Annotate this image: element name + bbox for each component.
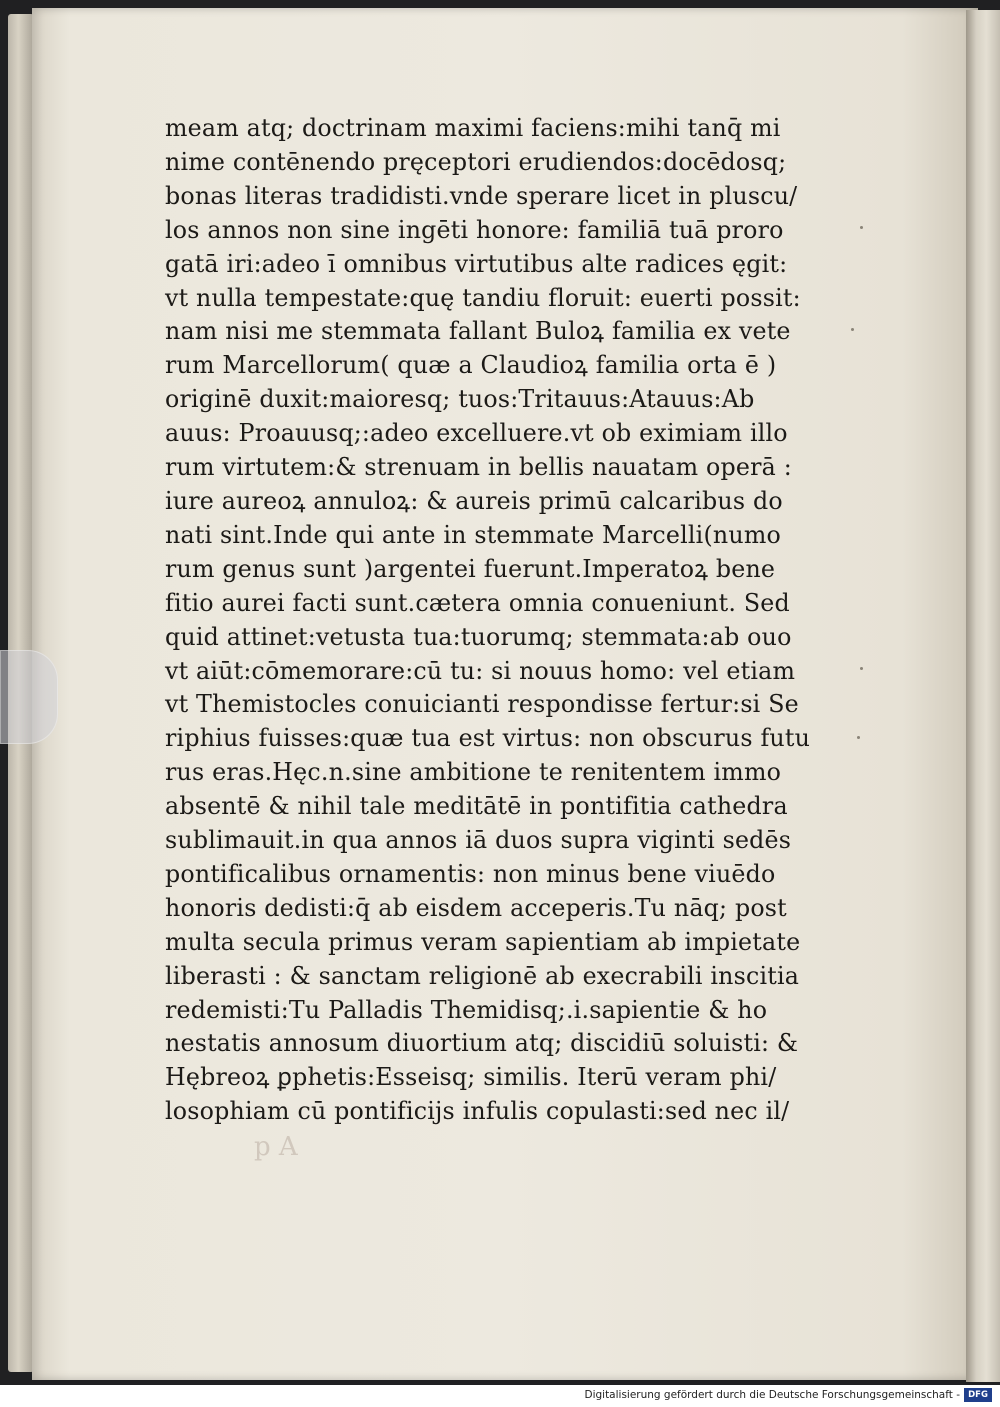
text-line: rum Marcellorum( quæ a Claudioꝝ familia orta ē ) [165,351,777,380]
text-line: losophiam cū pontificijs infulis copulasti:sed nec il/ [165,1097,790,1126]
margin-dot [857,736,860,739]
text-line: vt aiūt:cōmemorare:cū tu: si nouus homo: vel etiam [165,656,796,685]
text-line: absentē & nihil tale meditātē in pontifitia cathedra [165,792,788,821]
faint-ink-mark: p A [254,1132,298,1162]
text-line: fitio aurei facti sunt.cætera omnia conueniunt. Sed [165,588,790,617]
footer-bar [0,1385,1000,1407]
text-line: sublimauit.in qua annos iā duos supra viginti sedēs [165,826,792,855]
funding-credit: Digitalisierung gefördert durch die Deutsche Forschungsgemeinschaft - [584,1389,960,1401]
text-line: pontificalibus ornamentis: non minus bene viuēdo [165,859,776,888]
text-line: rum genus sunt )argentei fuerunt.Imperatoꝝ bene [165,554,776,583]
text-line: liberasti : & sanctam religionē ab execrabili inscitia [165,961,800,990]
page-clip [0,650,58,744]
text-line: vt Themistocles conuicianti respondisse fertur:si Se [165,690,799,719]
text-line: los annos non sine ingēti honore: familiā tuā proro [165,215,784,244]
margin-dot [860,667,863,670]
text-line: redemisti:Tu Palladis Themidisq;.i.sapientie & ho [165,995,768,1024]
text-line: vt nulla tempestate:quę tandiu floruit: euerti possit: [165,283,801,312]
margin-dot [860,226,863,229]
text-line: rum virtutem:& strenuam in bellis nauatam operā : [165,453,792,482]
dfg-logo: DFG [964,1388,992,1402]
text-line: originē duxit:maioresq; tuos:Tritauus:Atauus:Ab [165,385,755,414]
text-line: iure aureoꝝ annuloꝝ: & aureis primū calcaribus do [165,486,783,515]
text-line: honoris dedisti:q̄ ab eisdem acceperis.Tu nāq; post [165,893,787,922]
text-line: nam nisi me stemmata fallant Buloꝝ familia ex vete [165,317,791,346]
text-line: rus eras.Hęc.n.sine ambitione te renitentem immo [165,758,782,787]
text-line: auus: Proauusq;:adeo excelluere.vt ob eximiam illo [165,419,788,448]
text-line: gatā iri:adeo ī omnibus virtutibus alte radices ęgit: [165,249,788,278]
text-line: riphius fuisses:quæ tua est virtus: non obscurus futu [165,724,811,753]
margin-dot [851,328,854,331]
text-line: bonas literas tradidisti.vnde sperare licet in pluscu/ [165,181,798,210]
text-line: nestatis annosum diuortium atq; discidiū soluisti: & [165,1029,799,1058]
text-line: nime contēnendo pręceptori erudiendos:docēdosq; [165,147,787,176]
page-text-block [165,112,855,1129]
text-line: meam atq; doctrinam maximi faciens:mihi tanq̄ mi [165,114,781,142]
page-fold-edge [966,10,1000,1382]
text-line: quid attinet:vetusta tua:tuorumq; stemmata:ab ouo [165,622,792,651]
text-line: nati sint.Inde qui ante in stemmate Marcelli(numo [165,520,782,549]
text-line: multa secula primus veram sapientiam ab impietate [165,927,801,956]
text-line: Hębreoꝝ ꝑphetis:Esseisq; similis. Iterū veram phi/ [165,1063,777,1092]
